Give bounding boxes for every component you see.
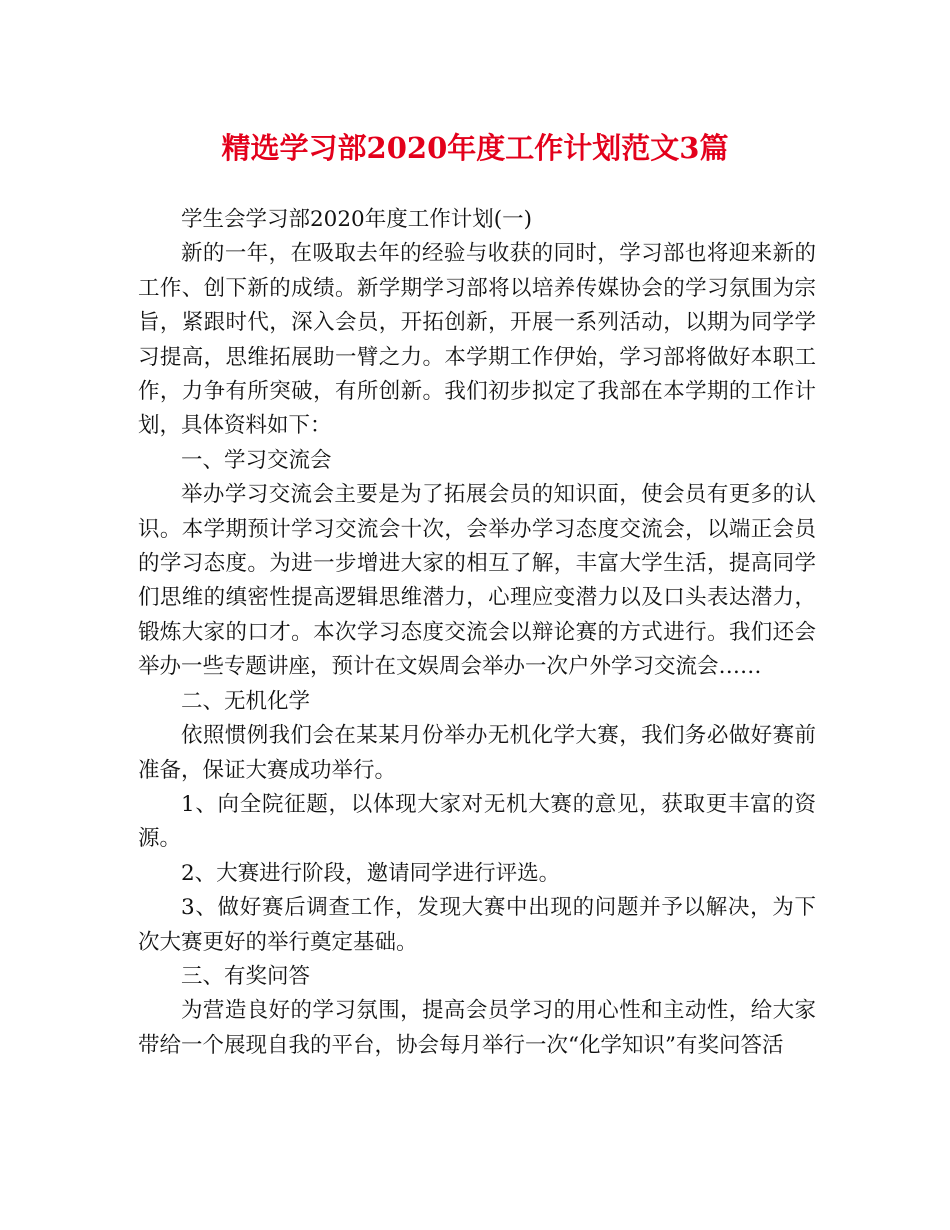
section-1-paragraph: 举办学习交流会主要是为了拓展会员的知识面，使会员有更多的认识。本学期预计学习交流会十次，会举办学习态度交流会，以端正会员的学习态度。为进一步增进大家的相互了解，丰富大学生活，提高同学们思维的缜密性提高逻辑思维潜力，心理应变潜力以及口头表达潜力，锻炼大家的口才。本次学习态度交流会以辩论赛的方式进行。我们还会举办一些专题讲座，预计在文娱周会举办一次户外学习交流会…… <box>138 482 816 680</box>
intro-paragraph: 新的一年，在吸取去年的经验与收获的同时，学习部也将迎来新的工作、创下新的成绩。新学期学习部将以培养传媒协会的学习氛围为宗旨，紧跟时代，深入会员，开拓创新，开展一系列活动，以期为同学学习提高，思维拓展助一臂之力。本学期工作伊始，学习部将做好本职工作，力争有所突破，有所创新。我们初步拟定了我部在本学期的工作计划，具体资料如下： <box>138 241 816 439</box>
list-item-2: 2、大赛进行阶段，邀请同学进行评选。 <box>181 860 561 886</box>
list-item-3: 3、做好赛后调查工作，发现大赛中出现的问题并予以解决，为下次大赛更好的举行奠定基础。 <box>138 895 816 955</box>
document-title: 精选学习部2020年度工作计划范文3篇 <box>221 131 729 165</box>
list-item-1: 1、向全院征题，以体现大家对无机大赛的意见，获取更丰富的资源。 <box>138 791 816 852</box>
document-body <box>138 203 816 1063</box>
subtitle-paragraph: 学生会学习部2020年度工作计划(一) <box>181 207 532 232</box>
section-2-paragraph: 依照惯例我们会在某某月份举办无机化学大赛，我们务必做好赛前准备，保证大赛成功举行。 <box>138 723 816 783</box>
section-heading-2: 二、无机化学 <box>181 688 311 714</box>
section-heading-3: 三、有奖问答 <box>181 963 311 989</box>
section-3-paragraph: 为营造良好的学习氛围，提高会员学习的用心性和主动性，给大家带给一个展现自我的平台，协会每月举行一次“化学知识”有奖问答活 <box>138 998 816 1058</box>
section-heading-1: 一、学习交流会 <box>181 447 332 473</box>
